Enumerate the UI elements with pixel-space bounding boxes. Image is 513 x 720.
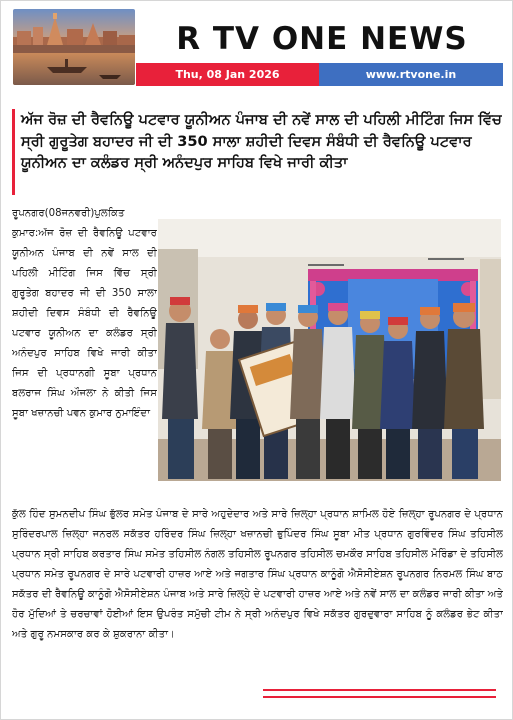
article-intro: ਰੂਪਨਗਰ(08ਜਨਵਰੀ)ਪੁਲਕਿਤ ਕੁਮਾਰ:ਅੱਜ ਰੋਜ਼ ਦੀ ਰੈਵਨਿਊ ਪਟਵਾਰ ਯੂਨੀਅਨ ਪੰਜਾਬ ਦੀ ਨਵੇਂ ਸਾਲ ਦੀ ਪਹਿਲੀ ਮੀਟਿੰਗ ਜਿਸ ਵਿੱਚ ਸ੍ਰੀ ਗੁਰੂਤੇਗ ਬਹਾਦਰ ਜੀ ਦੀ 350 ਸਾਲਾ ਸ਼ਹੀਦੀ ਦਿਵਸ ਸੰਬੰਧੀ ਦੀ ਰੈਵਨਿਊ ਪਟਵਾਰ ਯੂਨੀਅਨ ਦਾ ਕਲੰਡਰ ਸ੍ਰੀ ਅਨੰਦਪੁਰ ਸਾਹਿਬ ਵਿਖੇ ਜਾਰੀ ਕੀਤਾ ਜਿਸ ਦੀ ਪ੍ਰਧਾਨਗੀ ਸੂਬਾ ਪ੍ਰਧਾਨ ਬਲਰਾਜ ਸਿੰਘ ਔਜਲਾ ਨੇ ਕੀਤੀ ਜਿਸ ਸੂਬਾ ਖਜ਼ਾਨਚੀ ਪਵਨ ਕੁਮਾਰ ਨੁਮਾਇੰਦਾ	[12, 208, 157, 419]
header-photo	[13, 9, 135, 85]
group-calendar-image	[158, 219, 501, 481]
date-bar: Thu, 08 Jan 2026	[136, 63, 319, 86]
article-body: ਕੁੱਲ ਹਿੰਦ ਸੁਮਨਦੀਪ ਸਿੰਘ ਭੁੱਲਰ ਸਮੇਤ ਪੰਜਾਬ ਦੇ ਸਾਰੇ ਅਹੁਦੇਦਾਰ ਅਤੇ ਸਾਰੇ ਜ਼ਿਲ੍ਹਾ ਪ੍ਰਧਾਨ ਸ਼ਾਮਿਲ ਹੋਏ ਜ਼ਿਲ੍ਹਾ ਰੂਪਨਗਰ ਦੇ ਪ੍ਰਧਾਨ ਸੁਰਿੰਦਰਪਾਲ ਜ਼ਿਲ੍ਹਾ ਜਨਰਲ ਸਕੱਤਰ ਹਰਿੰਦਰ ਸਿੰਘ ਜ਼ਿਲ੍ਹਾ ਖਜ਼ਾਨਚੀ ਭੁਪਿੰਦਰ ਸਿੰਘ ਸੂਬਾ ਮੀਤ ਪ੍ਰਧਾਨ ਗੁਰਵਿੰਦਰ ਸਿੰਘ ਤਹਿਸੀਲ ਪ੍ਰਧਾਨ ਸ੍ਰੀ ਸਾਹਿਬ ਕਰਤਾਰ ਸਿੰਘ ਸਮੇਤ ਤਹਿਸੀਲ ਨੰਗਲ ਤਹਿਸੀਲ ਰੂਪਨਗਰ ਤਹਿਸੀਲ ਚਮਕੌਰ ਸਾਹਿਬ ਤਹਿਸੀਲ ਮੋਰਿੰਡਾ ਦੇ ਤਹਿਸੀਲ ਪ੍ਰਧਾਨ ਸਮੇਤ ਰੂਪਨਗਰ ਦੇ ਸਾਰੇ ਪਟਵਾਰੀ ਹਾਜ਼ਰ ਆਏ ਅਤੇ ਜਗਤਾਰ ਸਿੰਘ ਪ੍ਰਧਾਨ ਕਾਨੂੰਗੋ ਐਸੋਸੀਏਸ਼ਨ ਰੂਪਨਗਰ ਨਿਰਮਲ ਸਿੰਘ ਬਾਠ ਸਕੱਤਰ ਦੀ ਰੈਵਨਿਊ ਕਾਨੂੰਗੋ ਐਸੋਸੀਏਸ਼ਨ ਪੰਜਾਬ ਅਤੇ ਸਾਰੇ ਜ਼ਿਲ੍ਹੇ ਦੇ ਪਟਵਾਰੀ ਹਾਜ਼ਰ ਆਏ ਅਤੇ ਨਵੇਂ ਸਾਲ ਦਾ ਕਲੰਡਰ ਜਾਰੀ ਕੀਤਾ ਅਤੇ ਹੋਰ ਮੁੱਦਿਆਂ ਤੇ ਚਰਚਾਵਾਂ ਹੋਈਆਂ ਇਸ ਉਪਰੰਤ ਸਮੁੱਚੀ ਟੀਮ ਨੇ ਸ੍ਰੀ ਅਨੰਦਪੁਰ ਵਿਖੇ ਸਕੱਤਰ ਗੁਰਦੁਵਾਰਾ ਸਾਹਿਬ ਨੂੰ ਕਲੰਡਰ ਭੇਟ ਕੀਤਾ ਅਤੇ ਗੁਰੂ ਨਮਸਕਾਰ ਕਰ ਕੇ ਸ਼ੁਕਰਾਨਾ ਕੀਤਾ।	[12, 509, 503, 640]
footer-rule-bottom	[263, 696, 496, 698]
site-brand: R TV ONE NEWS	[176, 21, 468, 57]
footer-rule-top	[263, 689, 496, 691]
news-photo	[158, 219, 501, 481]
website-link[interactable]: www.rtvone.in	[319, 63, 503, 86]
ghats-temple-image	[13, 9, 135, 85]
article-headline: ਅੱਜ ਰੋਜ਼ ਦੀ ਰੈਵਨਿਊ ਪਟਵਾਰ ਯੂਨੀਅਨ ਪੰਜਾਬ ਦੀ ਨਵੇਂ ਸਾਲ ਦੀ ਪਹਿਲੀ ਮੀਟਿੰਗ ਜਿਸ ਵਿੱਚ ਸ੍ਰੀ ਗੁਰੂਤੇਗ ਬਹਾਦਰ ਜੀ ਦੀ 350 ਸਾਲਾ ਸ਼ਹੀਦੀ ਦਿਵਸ ਸੰਬੰਧੀ ਦੀ ਰੈਵਨਿਊ ਪਟਵਾਰ ਯੂਨੀਅਨ ਦਾ ਕਲੰਡਰ ਸ੍ਰੀ ਅਨੰਦਪੁਰ ਸਾਹਿਬ ਵਿਖੇ ਜਾਰੀ ਕੀਤਾ	[12, 109, 502, 195]
